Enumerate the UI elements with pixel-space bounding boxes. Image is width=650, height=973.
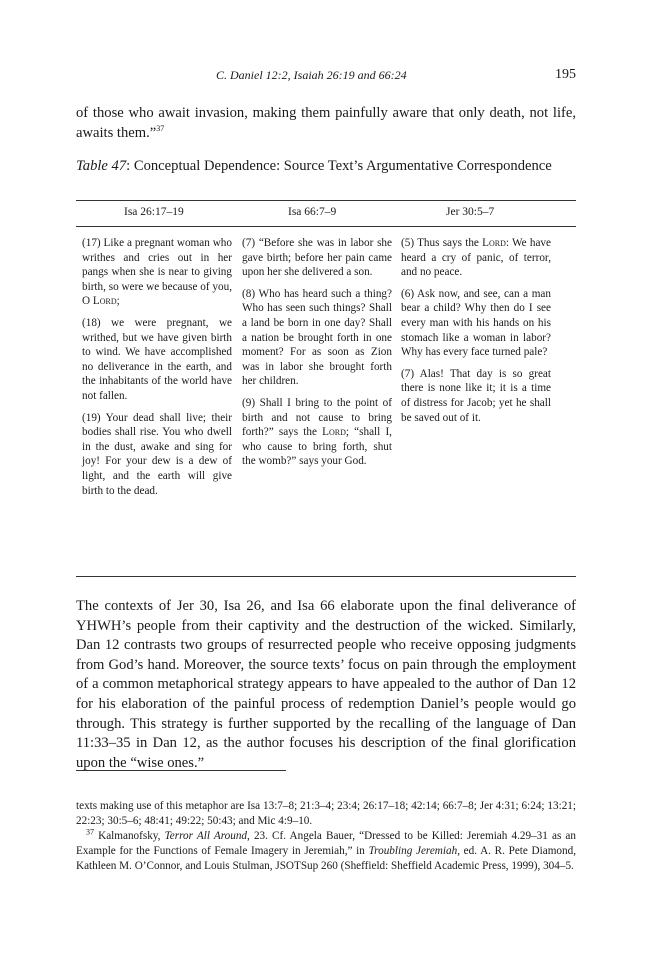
- footnote-ref-37[interactable]: 37: [156, 123, 165, 133]
- running-head: C. Daniel 12:2, Isaiah 26:19 and 66:24: [216, 68, 407, 82]
- verse-jer-30-7: (7) Alas! That day is so great there is none like it; it is a time of distress for Jacob; yet he shall be saved out of it.: [401, 367, 551, 424]
- footnote-title-troubling-jeremiah: Troubling Jeremiah: [368, 845, 458, 857]
- verse-isa-66-9: (9) Shall I bring to the point of birth and not cause to bring forth?” says the Lord; “shall I, who cause to bring forth, shut the womb?” says your God.: [242, 396, 392, 468]
- footnote-title-terror-all-around: Terror All Around: [164, 830, 248, 842]
- intro-paragraph: [76, 104, 576, 143]
- table-caption: [76, 157, 576, 176]
- verse-isa-66-8: (8) Who has heard such a thing? Who has seen such things? Shall a land be born in one day? Shall a nation be brought forth in one moment? For as soon as Zion was in labor she brought forth her children.: [242, 287, 392, 388]
- verse-jer-30-5: (5) Thus says the Lord: We have heard a cry of panic, of terror, and no peace.: [401, 237, 551, 279]
- table-caption-text: : Conceptual Dependence: Source Text’s Argumentative Correspondence: [126, 158, 552, 174]
- verse-jer-30-6: (6) Ask now, and see, can a man bear a child? Why then do I see every man with his hands on his stomach like a woman in labor? Why has every face turned pale?: [401, 287, 551, 359]
- table-top-rule: [76, 200, 576, 201]
- main-paragraph: The contexts of Jer 30, Isa 26, and Isa 66 elaborate upon the final deliverance of YHWH’s people from their captivity and the destruction of the wicked. Similarly, Dan 12 contrasts two groups of resurrected people who receive opposing judgments from God’s hand. Moreover, the source texts’ focus on pain through the employment of a common metaphorical strategy appears to have appealed to the author of Dan 12 for his elaboration of the painful process of redemption Daniel’s people would go through. This strategy is further supported by the recalling of the language of Dan 11:33–35 in Dan 12, as the author focuses his description of the final glorification upon the “wise ones.”: [76, 598, 576, 771]
- verse-isa-26-17: (17) Like a pregnant woman who writhes and cries out in her pangs when she is near to giving birth, so were we because of you, O Lord;: [82, 237, 232, 308]
- footnote-continued: texts making use of this metaphor are Isa 13:7–8; 21:3–4; 23:4; 26:17–18; 42:14; 66:7–8; Jer 4:31; 6:24; 13:21; 22:23; 30:5–6; 48:41; 49:22; 50:43; and Mic 4:9–10.: [76, 800, 576, 827]
- column-header-isa-26: Isa 26:17–19: [124, 206, 184, 218]
- intro-text: of those who await invasion, making them painfully aware that only death, not life, awaits them.”: [76, 105, 576, 141]
- footnote-37: $^{37}$ Kalmanofsky, Terror All Around, 23. Cf. Angela Bauer, “Dressed to be Killed: Jeremiah 4.29–31 as an Example for the Functions of Female Imagery in Jeremiah,” in Troubling Jeremiah, ed. A. R. Pete Diamond, Kathleen M. O’Connor, and Louis Stulman, JSOTSup 260 (Sheffield: Sheffield Academic Press, 1999), 304–5.: [76, 827, 576, 872]
- table-column-isa-66: [242, 236, 392, 476]
- verse-isa-26-18: (18) we were pregnant, we writhed, but we have given birth to wind. We have accomplished no deliverance in the earth, and the inhabitants of the world have not fallen.: [82, 316, 232, 402]
- table-header-rule: [76, 226, 576, 227]
- column-header-jer-30: Jer 30:5–7: [446, 206, 495, 218]
- page-header: [76, 68, 576, 88]
- table-caption-label: Table 47: [76, 158, 127, 174]
- page-number: 195: [555, 67, 576, 82]
- table-column-jer-30: [401, 236, 551, 432]
- table-bottom-rule: [76, 576, 576, 577]
- column-header-isa-66: Isa 66:7–9: [288, 206, 337, 218]
- verse-isa-26-19: (19) Your dead shall live; their bodies shall rise. You who dwell in the dust, awake and sing for joy! For your dew is a dew of light, and the earth will give birth to the dead.: [82, 411, 232, 497]
- verse-isa-66-7: (7) “Before she was in labor she gave birth; before her pain came upon her she delivered a son.: [242, 237, 392, 279]
- footnote-number-37: 37: [86, 827, 94, 837]
- footnote-separator: [76, 770, 286, 771]
- footnotes: [76, 799, 576, 874]
- table-column-isa-26: [82, 236, 232, 505]
